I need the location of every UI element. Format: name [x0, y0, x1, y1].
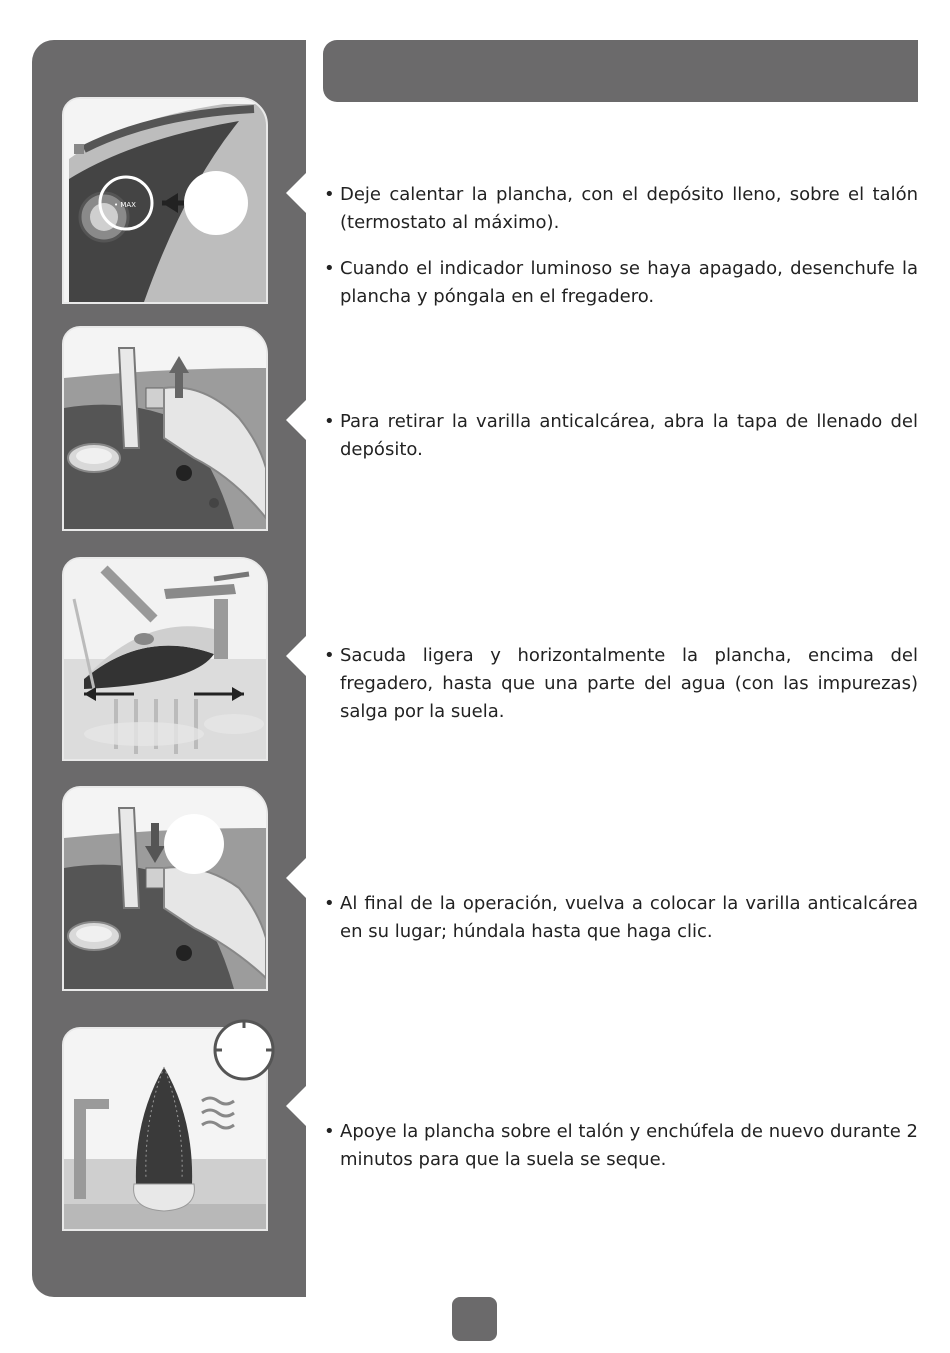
max-label: • MAX: [114, 201, 136, 209]
bullet: •: [324, 1121, 335, 1142]
instruction-text: Deje calentar la plancha, con el depósito lleno, sobre el talón (termostato al máximo).: [340, 184, 918, 233]
step-1-illustration: [62, 97, 268, 304]
step-1-text: [324, 181, 918, 329]
instruction-item: [324, 255, 918, 311]
bullet: •: [324, 411, 335, 432]
bullet: •: [324, 258, 335, 279]
instruction-item: [324, 890, 918, 946]
page-number-tab: [452, 1297, 497, 1341]
step-3-text: [324, 642, 918, 744]
notch-arrow: [284, 171, 308, 215]
bullet: •: [324, 645, 335, 666]
step-2-text: [324, 408, 918, 482]
section-header-bar: [323, 40, 918, 102]
step-5-text: [324, 1118, 918, 1192]
instruction-text: Sacuda ligera y horizontalmente la plancha, encima del fregadero, hasta que una parte del agua (con las impurezas) salga por la suela.: [340, 645, 918, 722]
notch-arrow: [284, 398, 308, 442]
instruction-text: Cuando el indicador luminoso se haya apagado, desenchufe la plancha y póngala en el fregadero.: [340, 258, 918, 307]
instruction-item: [324, 408, 918, 464]
instruction-item: [324, 642, 918, 726]
notch-arrow: [284, 1084, 308, 1128]
bullet: •: [324, 893, 335, 914]
instruction-text: Apoye la plancha sobre el talón y enchúfela de nuevo durante 2 minutos para que la suela se seque.: [340, 1121, 918, 1170]
timer-icon: [212, 1018, 276, 1082]
step-4-text: [324, 890, 918, 964]
step-3-illustration: [62, 557, 268, 761]
instruction-item: [324, 1118, 918, 1174]
instruction-text: Para retirar la varilla anticalcárea, abra la tapa de llenado del depósito.: [340, 411, 918, 460]
step-2-illustration: [62, 326, 268, 531]
instruction-text: Al final de la operación, vuelva a colocar la varilla anticalcárea en su lugar; húndala hasta que haga clic.: [340, 893, 918, 942]
notch-arrow: [284, 856, 308, 900]
bullet: •: [324, 184, 335, 205]
instruction-item: [324, 181, 918, 237]
step-4-illustration: [62, 786, 268, 991]
notch-arrow: [284, 634, 308, 678]
